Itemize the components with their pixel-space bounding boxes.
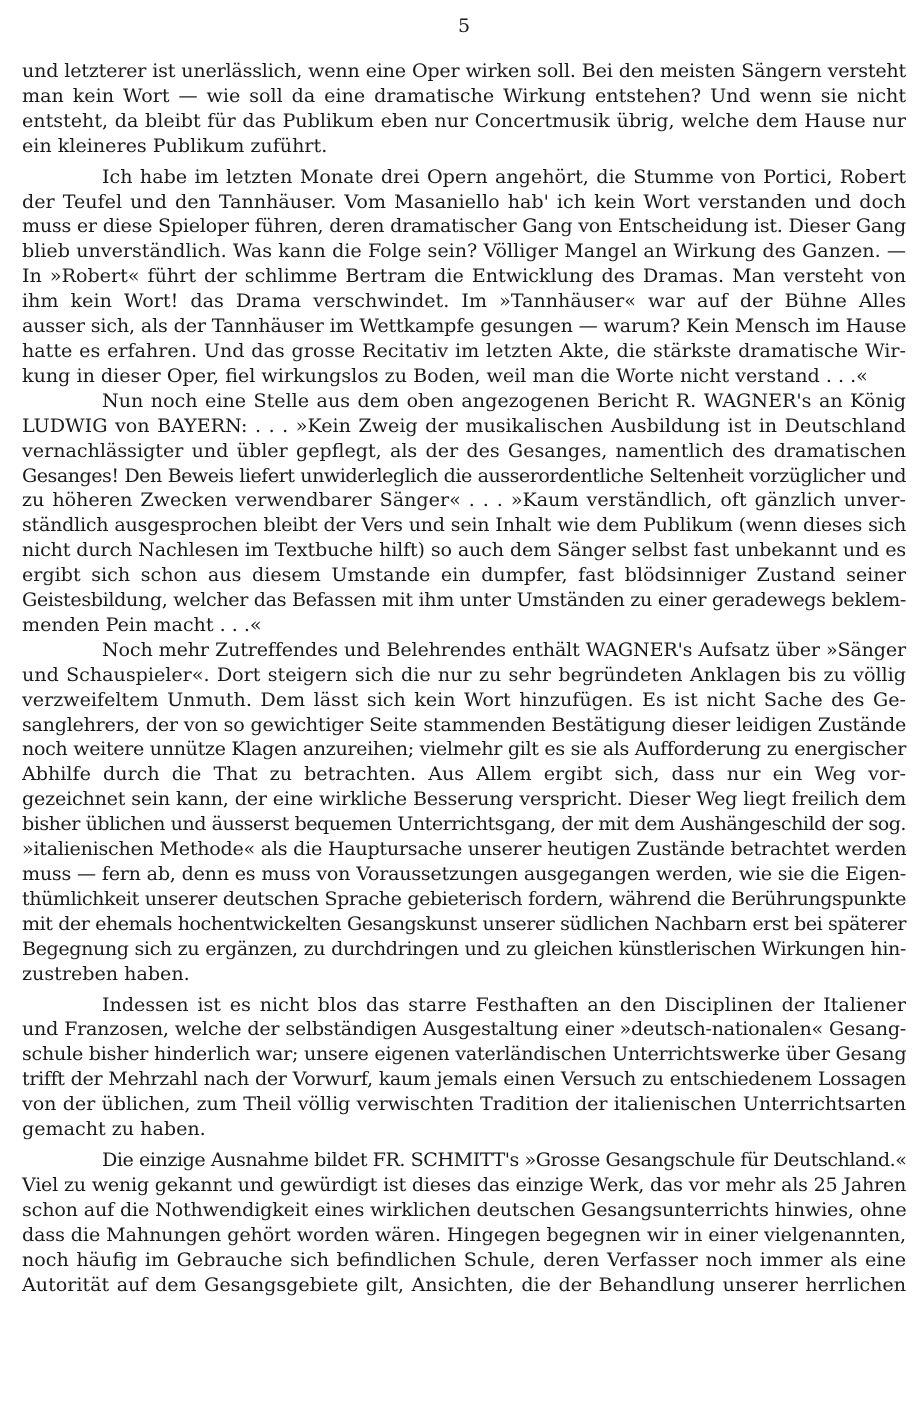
text-line: Die einzige Ausnahme bildet FR. SCHMITT's »Grosse Gesangschule für Deutschland.« <box>102 1147 907 1171</box>
paragraph <box>22 389 906 638</box>
text-line: ergibt sich schon aus diesem Umstande ein dumpfer, fast blödsinniger Zustand seiner <box>22 563 906 587</box>
text-line: thümlichkeit unserer deutschen Sprache gebieterisch fordern, während die Berührungspunkte <box>22 886 906 910</box>
text-line: bisher üblichen und äusserst bequemen Unterrichtsgang, der mit dem Aushängeschild der sog. <box>22 812 906 836</box>
text-line: der Teufel und den Tannhäuser. Vom Masaniello hab' ich kein Wort verstanden und doch <box>22 189 906 213</box>
text-line: sanglehrers, der von so gewichtiger Seite stammenden Bestätigung dieser leidigen Zustände <box>22 712 906 736</box>
text-line: und Franzosen, welche der selbständigen Ausgestaltung einer »deutsch-nationalen« Gesang- <box>22 1017 906 1041</box>
text-line: muss — fern ab, denn es muss von Voraussetzungen ausgegangen werden, wie sie die Eigen- <box>22 862 906 885</box>
text-line: Nun noch eine Stelle aus dem oben angezogenen Bericht R. WAGNER's an König <box>102 388 906 412</box>
text-line: entsteht, da bleibt für das Publikum eben nur Concertmusik übrig, welche dem Hause nur <box>22 108 906 132</box>
text-line: und Schauspieler«. Dort steigern sich die nur zu sehr begründeten Anklagen bis zu völlig <box>22 662 906 686</box>
text-line: schule bisher hinderlich war; unsere eigenen vaterländischen Unterrichtswerke über Gesang <box>22 1042 907 1066</box>
body-text <box>22 59 906 1297</box>
text-line: menden Pein macht . . .« <box>22 612 262 636</box>
text-line: und letzterer ist unerlässlich, wenn eine Oper wirken soll. Bei den meisten Sängern versteht <box>22 59 906 82</box>
text-line: schon auf die Nothwendigkeit eines wirklichen deutschen Gesangsunterrichts hinwies, ohne <box>22 1197 907 1221</box>
text-line: von der üblichen, zum Theil völlig verwischten Tradition der italienischen Unterrichtsarten <box>22 1092 906 1116</box>
text-line: Begegnung sich zu ergänzen, zu durchdringen und zu gleichen künstlerischen Wirkungen hin- <box>22 936 906 960</box>
text-line: Viel zu wenig gekannt und gewürdigt ist dieses das einzige Werk, das vor mehr als 25 Jahren <box>22 1172 906 1196</box>
text-line: Noch mehr Zutreffendes und Belehrendes enthält WAGNER's Aufsatz über »Sänger <box>102 637 906 661</box>
paragraph <box>22 165 906 389</box>
text-line: LUDWIG von BAYERN: . . . »Kein Zweig der musikalischen Ausbildung ist in Deutschland <box>22 413 906 437</box>
text-line: mit der ehemals hochentwickelten Gesangskunst unserer südlichen Nachbarn erst bei späterer <box>22 911 906 935</box>
text-line: gezeichnet sein kann, der eine wirkliche Besserung verspricht. Dieser Weg liegt freilich dem <box>22 787 906 811</box>
text-line: Abhilfe durch die That zu betrachten. Aus Allem ergibt sich, dass nur ein Weg vor- <box>22 762 906 786</box>
text-line: ständlich ausgesprochen bleibt der Vers und sein Inhalt wie dem Publikum (wenn dieses sich <box>22 513 906 537</box>
paragraph <box>22 993 906 1142</box>
text-line: vernachlässigter und übler gepflegt, als der des Gesanges, namentlich des dramatischen <box>22 438 906 462</box>
text-line: nicht durch Nachlesen im Textbuche hilft) so auch dem Sänger selbst fast unbekannt und es <box>22 538 906 562</box>
text-line: Geistesbildung, welcher das Befassen mit ihm unter Umständen zu einer geradewegs beklem- <box>22 588 906 612</box>
paragraph <box>22 638 906 987</box>
text-line: zustreben haben. <box>22 961 190 985</box>
document-page <box>22 0 906 1404</box>
text-line: Ich habe im letzten Monate drei Opern angehört, die Stumme von Portici, Robert <box>102 164 906 188</box>
text-line: trifft der Mehrzahl nach der Vorwurf, kaum jemals einen Versuch zu entschiedenem Lossagen <box>22 1067 906 1091</box>
paragraph <box>22 1148 906 1297</box>
text-line: zu höheren Zwecken verwendbarer Sänger« . . . »Kaum verständlich, oft gänzlich unver- <box>22 488 906 512</box>
text-line: verzweifeltem Unmuth. Dem lässt sich kein Wort hinzufügen. Es ist nicht Sache des Ge- <box>22 687 906 711</box>
paragraph <box>22 59 906 159</box>
text-line: Autorität auf dem Gesangsgebiete gilt, Ansichten, die der Behandlung unserer herrlichen <box>22 1272 906 1296</box>
text-line: Gesanges! Den Beweis liefert unwiderleglich die ausserordentliche Seltenheit vorzüglicher und <box>22 463 906 487</box>
text-line: ihm kein Wort! das Drama verschwindet. Im »Tannhäuser« war auf der Bühne Alles <box>22 289 906 313</box>
text-line: blieb unverständlich. Was kann die Folge sein? Völliger Mangel an Wirkung des Ganzen. — <box>22 239 906 263</box>
text-line: man kein Wort — wie soll da eine dramatische Wirkung entstehen? Und wenn sie nicht <box>22 83 906 107</box>
text-line: kung in dieser Oper, fiel wirkungslos zu Boden, weil man die Worte nicht verstand . . .« <box>22 363 868 387</box>
text-line: »italienischen Methode« als die Hauptursache unserer heutigen Zustände betrachtet werden <box>22 837 907 861</box>
text-line: In »Robert« führt der schlimme Bertram die Entwicklung des Dramas. Man versteht von <box>22 264 906 288</box>
text-line: dass die Mahnungen gehört worden wären. Hingegen begegnen wir in einer vielgenannten, <box>22 1222 906 1246</box>
text-line: noch weitere unnütze Klagen anzureihen; vielmehr gilt es sie als Aufforderung zu energischer <box>22 737 906 761</box>
text-line: ein kleineres Publikum zuführt. <box>22 133 328 157</box>
text-line: hatte es erfahren. Und das grosse Recitativ im letzten Akte, die stärkste dramatische Wir- <box>22 338 906 362</box>
page-number: 5 <box>457 15 471 37</box>
text-line: muss er diese Spieloper führen, deren dramatischer Gang von Entscheidung ist. Dieser Gang <box>22 214 906 238</box>
text-line: noch häufig im Gebrauche sich befindlichen Schule, deren Verfasser noch immer als eine <box>22 1247 906 1271</box>
text-line: ausser sich, als der Tannhäuser im Wettkampfe gesungen — warum? Kein Mensch im Hause <box>22 314 907 338</box>
text-line: gemacht zu haben. <box>22 1117 206 1141</box>
text-line: Indessen ist es nicht blos das starre Festhaften an den Disciplinen der Italiener <box>102 992 906 1016</box>
